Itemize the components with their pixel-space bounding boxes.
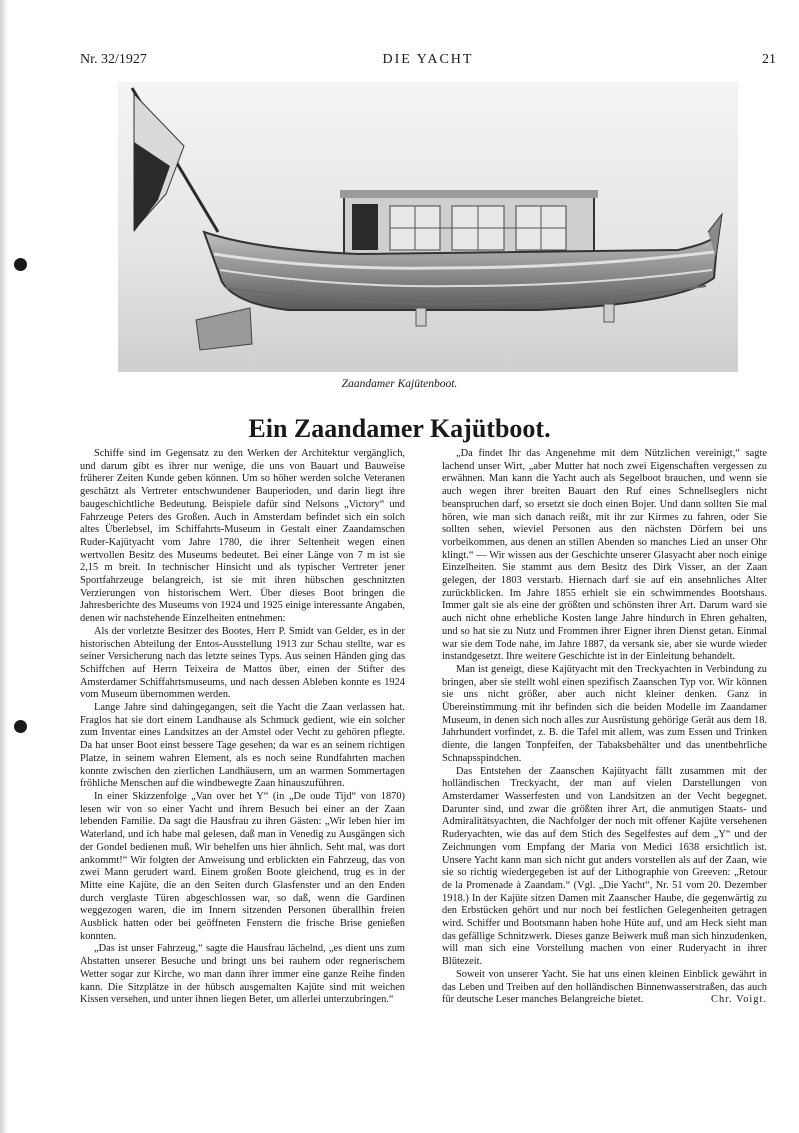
paragraph: Man ist geneigt, diese Kajütyacht mit den Treckyachten in Verbindung zu bringen, aber sie stellt wohl einen spezifisch Zaanschen Typ vor. Wir können sie uns nicht größer, aber auch nicht kleiner denken. Ganz in Übereinstimmung mit ihr befinden sich die beiden Modelle im Zaandamer Museum, in denen sich noch alles zur Ausrüstung gehörige Gerät aus dem 18. Jahrhundert vorfindet, z. B. die Tafel mit allem, was zum Essen und Trinken diente, die langen Tonpfeifen, der Tabaksbehälter und das unentbehrliche Schnapsspindchen. xyxy=(442,663,767,764)
paragraph: In einer Skizzenfolge „Van over het Y“ (in „De oude Tijd“ von 1870) lesen wir von so einer Yacht und ihrem Besuch bei einer an der Zaan lebenden Familie. Da sagt die Hausfrau zu ihren Gästen: „Wir leben hier im Waterland, und ich habe mal gelesen, daß man in Venedig zu Ausgängen sich der Gondel bedienen muß. Wir behelfen uns hier ähnlich. Seht mal, was dort ankommt!“ Wir folgten der Anweisung und erblickten ein Fahrzeug, das von zwei Mann gerudert ward. Einem großen Boote gleichend, trug es in der Mitte eine Kajüte, die an den Seiten durch Glasfenster und an den Enden durch verglaste Türen abgeschlossen war, so daß, wenn die Gardinen weggezogen waren, die im Innern sitzenden Personen überallhin freien Ausblick hatten oder bei geöffneten Fenstern die frische Brise genießen konnten. xyxy=(80,790,405,942)
paragraph: „Das ist unser Fahrzeug,“ sagte die Hausfrau lächelnd, „es dient uns zum Abstatten unserer Besuche und bringt uns bei rauhem oder regnerischem Wetter sogar zur Kirche, wo man dann ihrer immer eine ganze Reihe finden kann. Die Sitzplätze in der hübsch ausgemalten Kajüte sind mit weichen Kissen versehen, und unter ihnen liegen Beter, um allerlei unterzubringen.“ xyxy=(80,943,405,1006)
paragraph: Lange Jahre sind dahingegangen, seit die Yacht die Zaan verlassen hat. Fraglos hat sie dort einem Landhause als Schmuck gedient, wie ein solcher zum Inventar eines Landsitzes an der Amstel oder Vecht zu gehören pflegte. Da hat unser Boot einst bessere Tage gesehen; da war es an seinem richtigen Platze, in seinem wahren Element, als es noch seine Rundfahrten machen konnte zwischen den zierlichen Landhäusern, um an warmen Sommertagen fröhliche Menschen auf die windbewegte Zaan hinauszuführen. xyxy=(80,702,405,790)
binding-hole xyxy=(14,258,27,271)
article-title: Ein Zaandamer Kajütboot. xyxy=(248,414,551,443)
magazine-title: DIE YACHT xyxy=(382,52,474,67)
article-column-left xyxy=(80,448,405,1007)
paragraph: Soweit von unserer Yacht. Sie hat uns einen kleinen Einblick gewährt in das Leben und Treiben auf den holländischen Binnenwasserstraßen, das auch für deutsche Leser manches Belangreiche bietet. xyxy=(442,968,767,1006)
paragraph: „Da findet Ihr das Angenehme mit dem Nützlichen vereinigt,“ sagte lachend unser Wirt, „aber Mutter hat noch zwei Eigenschaften vergessen zu erwähnen. Man kann die Yacht auch als Segelboot brauchen, und wenn sie auch wegen ihrer breiten Bauart den Ruf eines Schnellseglers nicht beanspruchen darf, so ersetzt sie doch einen Bojer. Und dann sollten Sie mal hören, wie man sich danach reißt, mit ihr zur Kirmes zu fahren, oder Sie sollten sehen, wieviel Personen aus den nächsten Dörfern bei uns vorbeikommen, aus denen an stillen Abenden so manches Lied an unser Ohr klingt.“ — Wir wissen aus der Geschichte unserer Glasyacht aber noch einige Einzelheiten. Sie stammt aus dem Besitz des Dirk Visser, an der Zaan gelegen, der 1803 verstarb. Hiernach darf sie auf ein ansehnliches Alter zurückblicken. Im Jahre 1855 erhielt sie ein schwimmendes Bootshaus. Immer galt sie als eine der größten und schönsten ihrer Art. Darum ward sie auch nicht ohne erhebliche Kosten lange Jahre hindurch in Ehren gehalten, und so hat sie zu Nutz und Frommen ihrer Eigner ihren Dienst getan. Einmal war sie dem Tode nahe, im Jahre 1887, da versank sie, aber sie wurde wieder instandgesetzt. Ihre weitere Geschichte ist in der Einleitung behandelt. xyxy=(442,448,767,663)
figure-caption: Zaandamer Kajütenboot. xyxy=(341,378,458,390)
paragraph: Das Entstehen der Zaanschen Kajütyacht fällt zusammen mit der holländischen Treckyacht, der man auf vielen Darstellungen von Amsterdamer Wasserfesten und von Landsitzen an der Vecht begegnet. Darunter sind, und zwar die größten ihrer Art, die anmutigen Staats- und Admiralitätsyachten, die Nachfolger der noch mit offener Kajüte versehenen Ruderyachten, wie das auf dem Stich des Segelfestes auf dem „Y“ und der Zeichnungen vom Empfang der Maria von Medici 1638 ersichtlich ist. Unsere Yacht kann man sich nicht gut anders vorstellen als auf der Zaan, wie sie so richtig wiedergegeben ist auf der Lithographie von Greeven: „Retour de la Promenade à Zaandam.“ (Vgl. „Die Yacht“, Nr. 51 vom 20. Dezember 1918.) In der Kajüte sitzen Damen mit Zaanscher Haube, die gegenwärtig zu den Erbstücken gehört und nur noch bei festlichen Gelegenheiten getragen wird. Schiffer und Bootsmann haben hohe Hüte auf, und am Heck sieht man das gefällige Schnitzwerk. Dieses ganze Beiwerk muß man sich hinzudenken, will man sich eine Vorstellung machen von einer Ruderyacht in ihrer Blütezeit. xyxy=(442,765,767,968)
article-column-right xyxy=(442,448,767,1007)
binding-hole xyxy=(14,720,27,733)
boat-photograph xyxy=(118,82,738,372)
paragraph: Schiffe sind im Gegensatz zu den Werken der Architektur vergänglich, und darum gibt es ihrer nur wenige, die uns von Bauart und Bauweise früherer Zeiten Kunde geben können. Um so höher werden solche Veteranen geschätzt als Vertreter entschwundener Bauperioden, und darin liegt ihre baugeschichtliche Bedeutung. Beispiele dafür sind Nelsons „Victory“ und Fahrzeuge Peters des Großen. Auch in Amsterdam befindet sich ein solch altes Überlebsel, im Schiffahrts-Museum in Gestalt einer Zaandamschen Ruder-Kajütyacht vom Jahre 1780, die ihrer Seltenheit wegen einen wertvollen Besitz des Museums bedeutet. Bei einer Länge von 7 m ist sie 2,15 m breit. In technischer Hinsicht und als typischer Vertreter jener Sportfahrzeuge belangreich, ist sie mit ihren hübschen geschnitzten Verzierungen von historischem Wert. Über dieses Boot bringen die Jahresberichte des Museums von 1924 und 1925 einige interessante Angaben, denen wir nachstehende Einzelheiten entnehmen: xyxy=(80,448,405,625)
author-signature: Chr. Voigt. xyxy=(711,994,767,1006)
page-header xyxy=(80,52,776,72)
issue-number: Nr. 32/1927 xyxy=(80,52,147,67)
paragraph: Als der vorletzte Besitzer des Bootes, Herr P. Smidt van Gelder, es in der historischen Abteilung der Entos-Ausstellung 1913 zur Schau stellte, war es seiner Versicherung nach das letzte seines Typs. Aus seinen Händen ging das Schiffchen auf Herrn Teixeira de Mattos über, einen der Stifter des Amsterdamer Schiffahrtsmuseums, und nach dessen Ableben konnte es 1924 vom Museum übernommen werden. xyxy=(80,625,405,701)
page-edge-shadow xyxy=(0,0,8,1133)
page-number: 21 xyxy=(762,52,776,67)
boat-photo-illustration xyxy=(118,82,738,372)
